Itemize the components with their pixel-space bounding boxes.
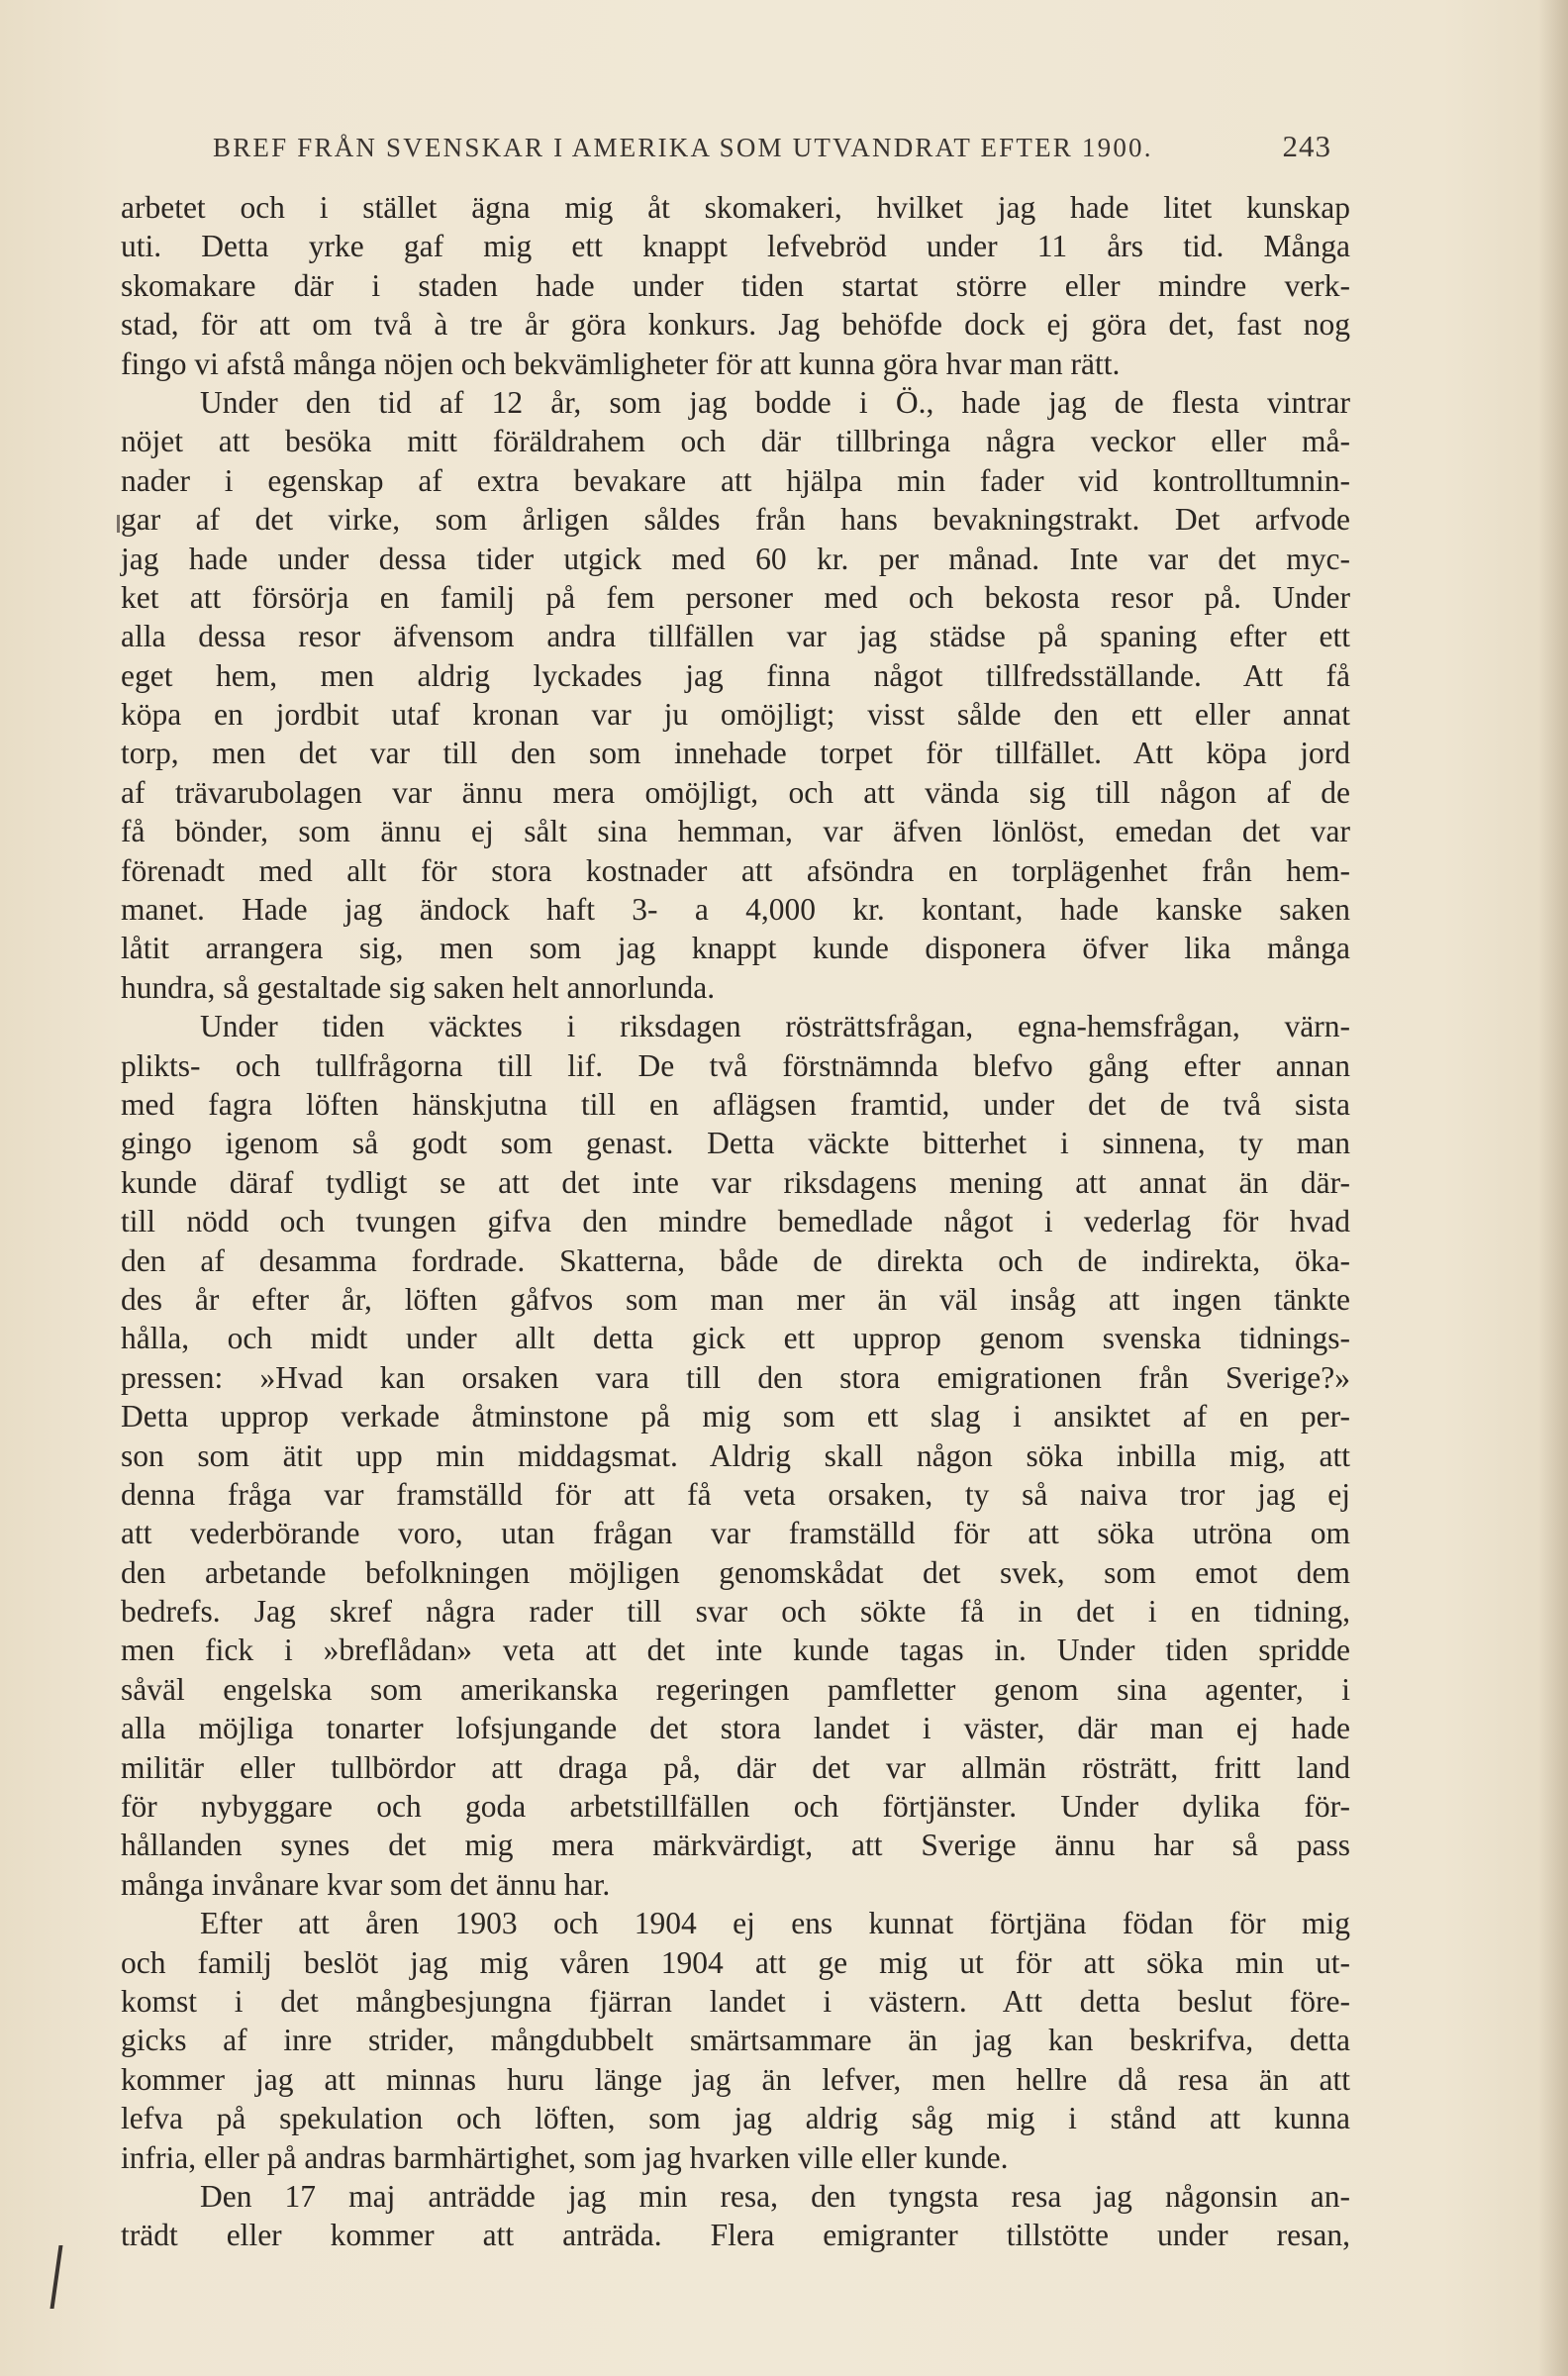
text-line: manet. Hade jag ändock haft 3- a 4,000 kr. kontant, hade kanske saken	[121, 892, 1350, 928]
text-line: bedrefs. Jag skref några rader till svar och sökte få in det i en tidning,	[121, 1594, 1350, 1630]
running-title: BREF FRÅN SVENSKAR I AMERIKA SOM UTVANDRAT EFTER 1900.	[213, 133, 1153, 162]
text-line: hållanden synes det mig mera märkvärdigt, att Sverige ännu har så pass	[121, 1828, 1350, 1863]
text-line: hundra, så gestaltade sig saken helt annorlunda.	[121, 969, 716, 1005]
text-line: Under tiden väcktes i riksdagen rösträttsfrågan, egna-hemsfrågan, värn-	[200, 1009, 1350, 1044]
text-line: infria, eller på andras barmhärtighet, som jag hvarken ville eller kunde.	[121, 2139, 1009, 2175]
text-line: lefva på spekulation och löften, som jag aldrig såg mig i stånd att kunna	[121, 2101, 1350, 2136]
text-line: militär eller tullbördor att draga på, där det var allmän rösträtt, fritt land	[121, 1749, 1350, 1785]
text-line: nöjet att besöka mitt föräldrahem och där tillbringa några veckor eller må-	[121, 424, 1350, 459]
text-line: af trävarubolagen var ännu mera omöjligt, och att vända sig till någon af de	[121, 774, 1350, 810]
text-line: gicks af inre strider, mångdubbelt smärtsammare än jag kan beskrifva, detta	[121, 2023, 1350, 2058]
text-line: denna fråga var framställd för att få veta orsaken, ty så naiva tror jag ej	[121, 1476, 1350, 1512]
text-line: köpa en jordbit utaf kronan var ju omöjligt; visst sålde den ett eller annat	[121, 697, 1350, 733]
text-line: Under den tid af 12 år, som jag bodde i Ö., hade jag de flesta vintrar	[200, 384, 1350, 420]
text-line: med fagra löften hänskjutna till en aflägsen framtid, under det de två sista	[121, 1086, 1350, 1122]
text-line: den arbetande befolkningen möjligen genomskådat det svek, som emot dem	[121, 1554, 1350, 1590]
text-line: Efter att åren 1903 och 1904 ej ens kunnat förtjäna födan för mig	[200, 1906, 1350, 1941]
text-line: alla dessa resor äfvensom andra tillfällen var jag städse på spaning efter ett	[121, 619, 1350, 654]
text-line: pressen: »Hvad kan orsaken vara till den stora emigrationen från Sverige?»	[121, 1359, 1350, 1395]
text-line: trädt eller kommer att anträda. Flera emigranter tillstötte under resan,	[121, 2218, 1350, 2253]
text-line: uti. Detta yrke gaf mig ett knappt lefvebröd under 11 års tid. Många	[121, 229, 1350, 264]
text-line: kommer jag att minnas huru länge jag än lefver, men hellre då resa än att	[121, 2061, 1350, 2097]
running-header	[213, 129, 1331, 164]
text-line: nader i egenskap af extra bevakare att hjälpa min fader vid kontrolltumnin-	[121, 462, 1350, 498]
text-line: skomakare där i staden hade under tiden startat större eller mindre verk-	[121, 267, 1350, 303]
text-line: Detta upprop verkade åtminstone på mig som ett slag i ansiktet af en per-	[121, 1399, 1350, 1435]
margin-mark	[117, 515, 120, 533]
page-edge-shadow	[1538, 0, 1568, 2376]
page-number: 243	[1282, 129, 1331, 163]
text-line: jag hade under dessa tider utgick med 60 kr. per månad. Inte var det myc-	[121, 541, 1350, 576]
text-line: få bönder, som ännu ej sålt sina hemman, var äfven lönlöst, emedan det var	[121, 814, 1350, 849]
body-text	[121, 188, 1350, 2255]
text-line: till nödd och tvungen gifva den mindre bemedlade något i vederlag för hvad	[121, 1204, 1350, 1239]
text-line: kunde däraf tydligt se att det inte var riksdagens mening att annat än där-	[121, 1164, 1350, 1200]
text-line: Den 17 maj anträdde jag min resa, den tyngsta resa jag någonsin an-	[200, 2178, 1350, 2214]
text-line: och familj beslöt jag mig våren 1904 att ge mig ut för att söka min ut-	[121, 1944, 1350, 1980]
text-line: alla möjliga tonarter lofsjungande det stora landet i väster, där man ej hade	[121, 1711, 1350, 1746]
text-line: gingo igenom så godt som genast. Detta väckte bitterhet i sinnena, ty man	[121, 1126, 1350, 1161]
text-line: men fick i »breflådan» veta att det inte kunde tagas in. Under tiden spridde	[121, 1633, 1350, 1668]
text-line: torp, men det var till den som innehade torpet för tillfället. Att köpa jord	[121, 736, 1350, 771]
text-line: gar af det virke, som årligen såldes från hans bevakningstrakt. Det arfvode	[121, 502, 1350, 538]
text-line: ket att försörja en familj på fem personer med och bekosta resor på. Under	[121, 579, 1350, 615]
text-line: hålla, och midt under allt detta gick ett upprop genom svenska tidnings-	[121, 1321, 1350, 1356]
text-line: såväl engelska som amerikanska regeringen pamfletter genom sina agenter, i	[121, 1671, 1350, 1707]
text-line: arbetet och i stället ägna mig åt skomakeri, hvilket jag hade litet kunskap	[121, 190, 1350, 225]
text-line: eget hem, men aldrig lyckades jag finna något tillfredsställande. Att få	[121, 657, 1350, 693]
text-line: låtit arrangera sig, men som jag knappt kunde disponera öfver lika många	[121, 931, 1350, 966]
text-line: son som ätit upp min middagsmat. Aldrig skall någon söka inbilla mig, att	[121, 1437, 1350, 1473]
text-line: fingo vi afstå många nöjen och bekvämligheter för att kunna göra hvar man rätt.	[121, 346, 1121, 381]
text-line: komst i det mångbesjungna fjärran landet i västern. Att detta beslut före-	[121, 1983, 1350, 2019]
text-line: des år efter år, löften gåfvos som man mer än väl insåg att ingen tänkte	[121, 1281, 1350, 1317]
text-line: att vederbörande voro, utan frågan var framställd för att söka utröna om	[121, 1516, 1350, 1551]
text-line: plikts- och tullfrågorna till lif. De två förstnämnda blefvo gång efter annan	[121, 1047, 1350, 1083]
text-line: stad, för att om två à tre år göra konkurs. Jag behöfde dock ej göra det, fast nog	[121, 307, 1350, 343]
text-line: många invånare kvar som det ännu har.	[121, 1866, 611, 1902]
margin-pencil-mark	[50, 2245, 63, 2309]
text-line: den af desamma fordrade. Skatterna, både de direkta och de indirekta, öka-	[121, 1242, 1350, 1278]
text-line: förenadt med allt för stora kostnader att afsöndra en torplägenhet från hem-	[121, 852, 1350, 888]
text-line: för nybyggare och goda arbetstillfällen och förtjänster. Under dylika för-	[121, 1789, 1350, 1825]
